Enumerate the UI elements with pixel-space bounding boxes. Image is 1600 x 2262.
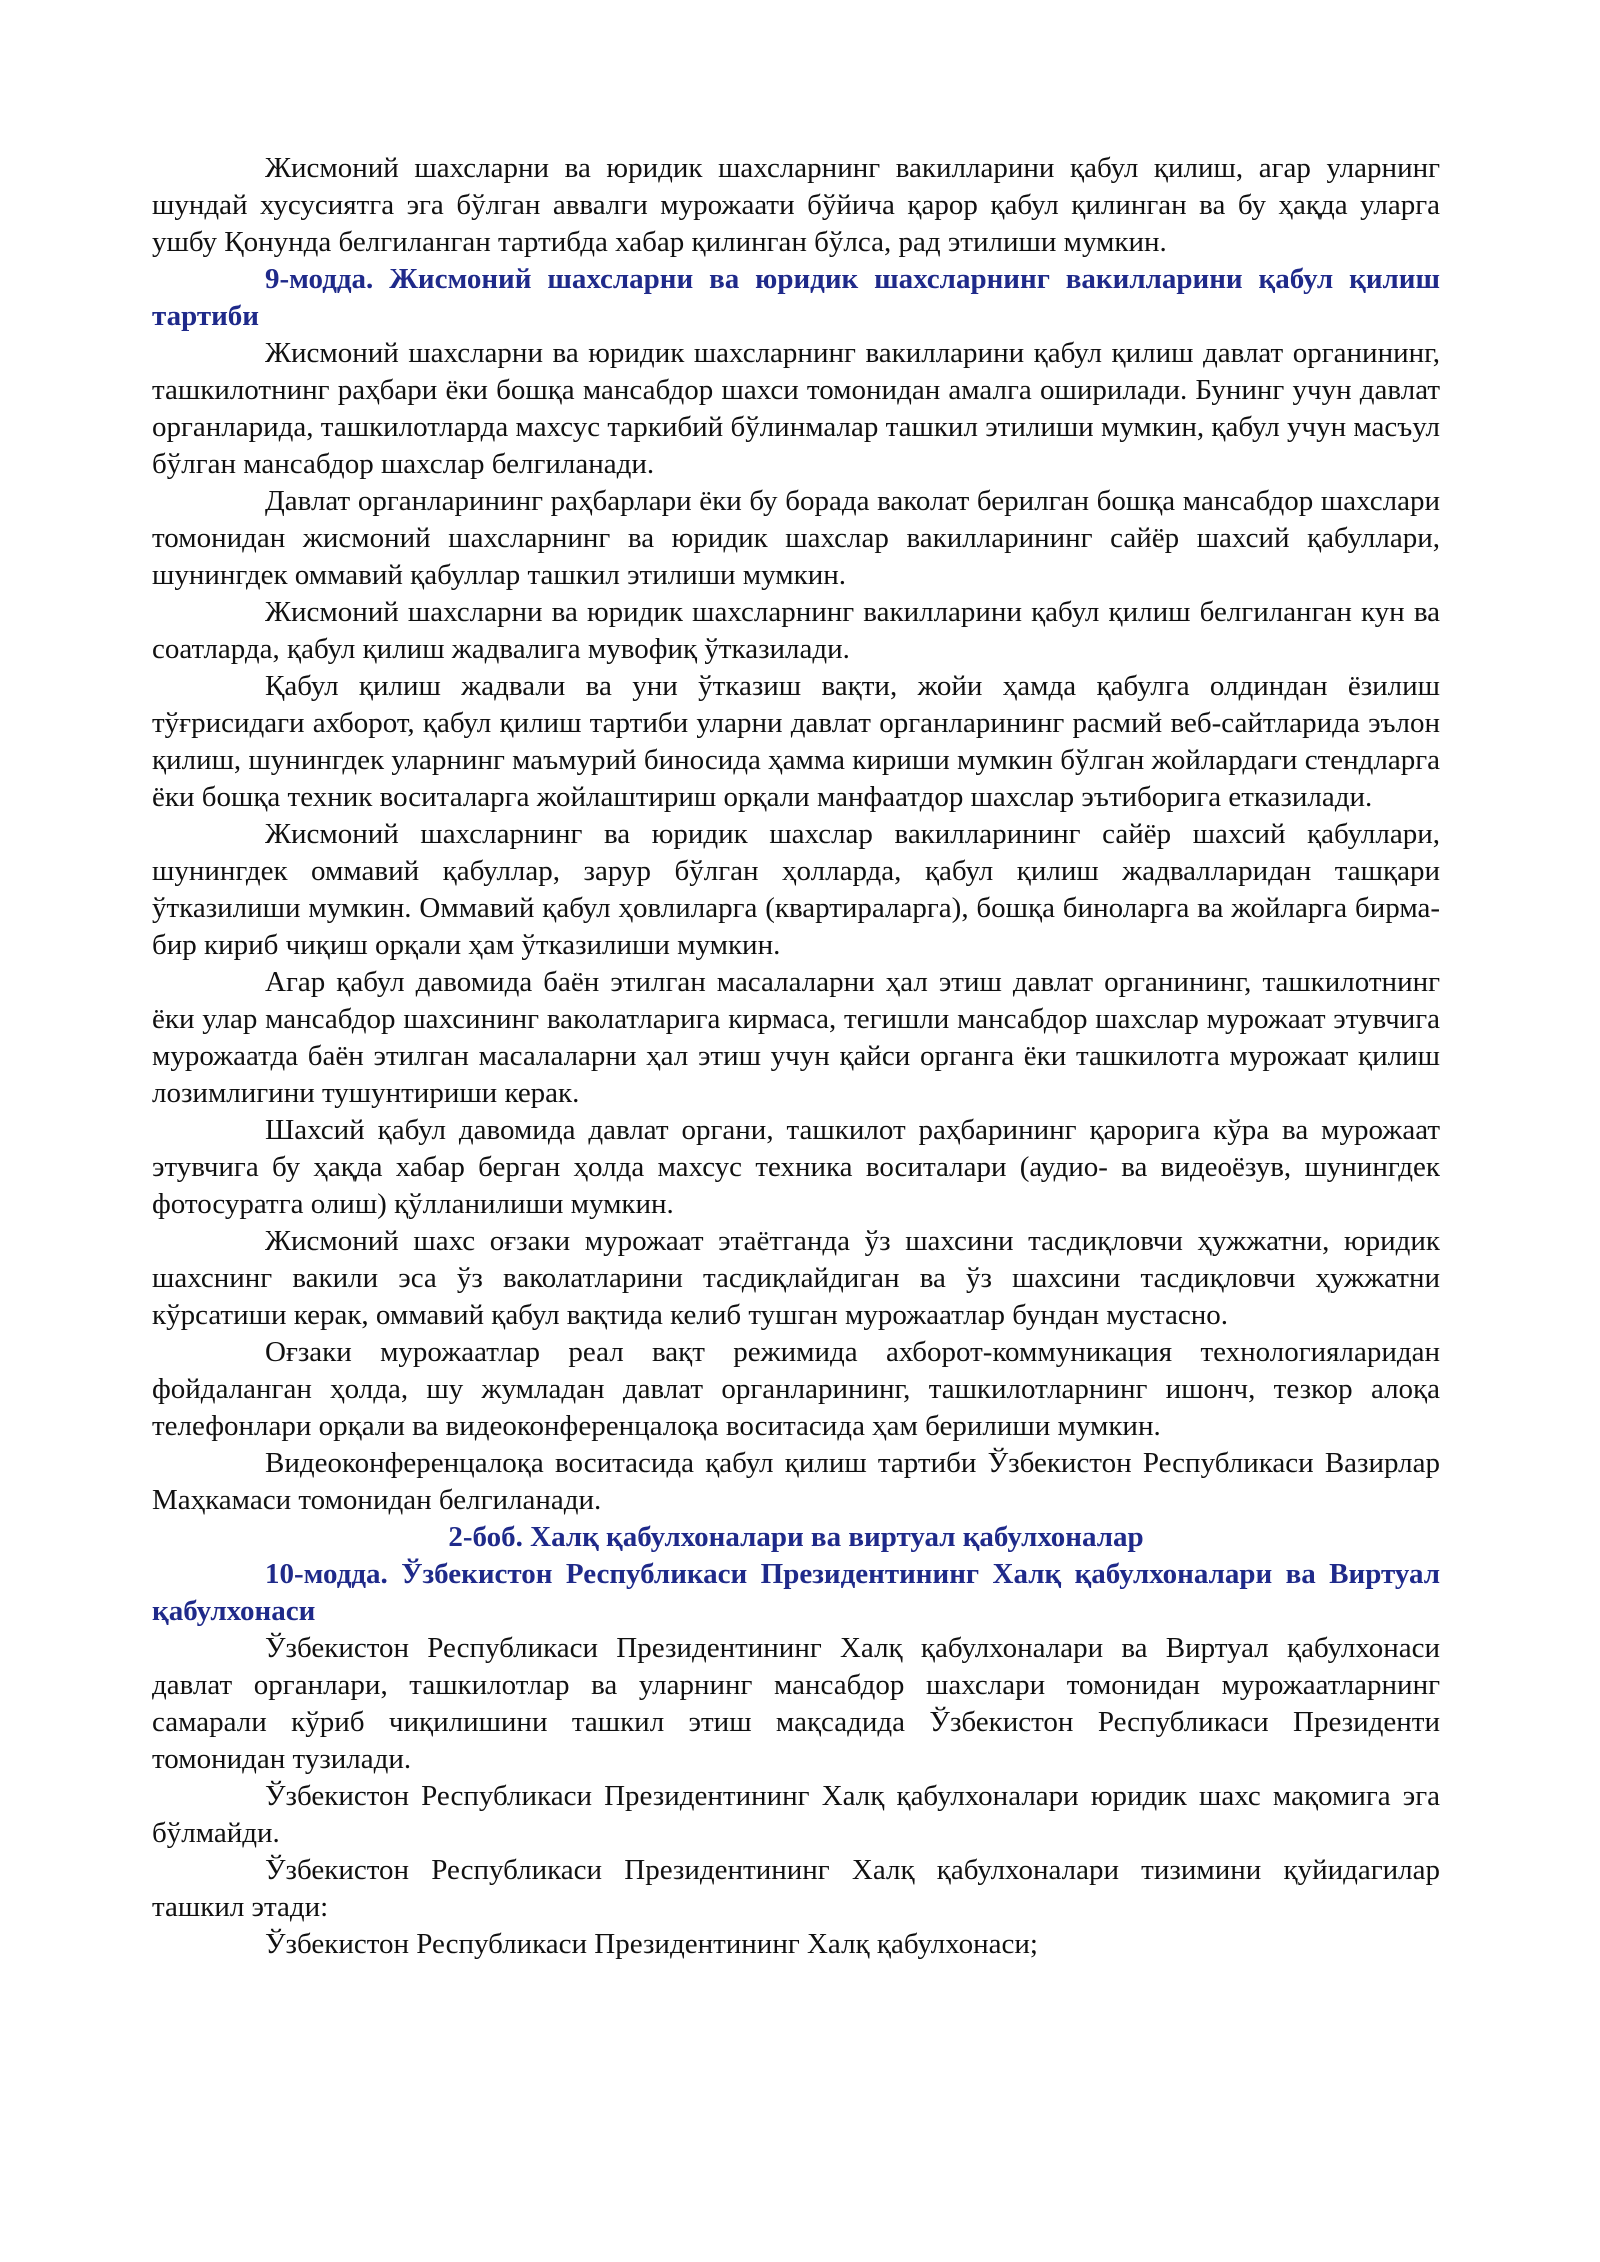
paragraph-reception-schedule: Жисмоний шахсларни ва юридик шахсларнинг вакилларини қабул қилиш белгиланган кун ва соатларда, қабул қилиш жадвалига мувофиқ ўтказилади. (152, 596, 1440, 665)
paragraph-refusal-grounds: Жисмоний шахсларни ва юридик шахсларнинг вакилларини қабул қилиш, агар уларнинг шундай хусусиятга эга бўлган аввалги мурожаати бўйича қарор қабул қилинган ва бу ҳақда уларга ушбу Қонунда белгиланган тартибда хабар қилинган бўлса, рад этилиши мумкин. (152, 152, 1440, 258)
paragraph-schedule-publication: Қабул қилиш жадвали ва уни ўтказиш вақти, жойи ҳамда қабулга олдиндан ёзилиш тўғрисидаги ахборот, қабул қилиш тартиби уларни давлат органларининг расмий веб-сайтларида эълон қилиш, шунингдек уларнинг маъмурий биносида ҳамма кириши мумкин бўлган жойлардаги стендларга ёки бошқа техник воситаларга жойлаштириш орқали манфаатдор шахслар эътиборига етказилади. (152, 670, 1440, 813)
paragraph-not-legal-entity: Ўзбекистон Республикаси Президентининг Халқ қабулхоналари юридик шахс мақомига эга бўлмайди. (152, 1780, 1440, 1849)
paragraph-reception-by-head: Жисмоний шахсларни ва юридик шахсларнинг вакилларини қабул қилиш давлат органининг, ташкилотнинг раҳбари ёки бошқа мансабдор шахси томонидан амалга оширилади. Бунинг учун давлат органларида, ташкилотларда махсус таркибий бўлинмалар ташкил этилиши мумкин, қабул учун масъул бўлган мансабдор шахслар белгиланади. (152, 337, 1440, 480)
article-9-heading: 9-модда. Жисмоний шахсларни ва юридик шахсларнинг вакилларини қабул қилиш тартиби (152, 263, 1440, 332)
paragraph-identity-documents: Жисмоний шахс оғзаки мурожаат этаётганда ўз шахсини тасдиқловчи ҳужжатни, юридик шахснинг вакили эса ўз ваколатларини тасдиқлайдиган ва ўз шахсини тасдиқловчи ҳужжатни кўрсатиши керак, оммавий қабул вақтида келиб тушган мурожаатлар бундан мустасно. (152, 1225, 1440, 1331)
paragraph-real-time-appeals: Оғзаки мурожаатлар реал вақт режимида ахборот-коммуникация технологияларидан фойдаланган ҳолда, шу жумладан давлат органларининг, ташкилотларнинг ишонч, тезкор алоқа телефонлари орқали ва видеоконференцалоқа воситасида ҳам берилиши мумкин. (152, 1336, 1440, 1442)
chapter-2-heading: 2-боб. Халқ қабулхоналари ва виртуал қабулхоналар (448, 1521, 1144, 1553)
article-10-heading: 10-модда. Ўзбекистон Республикаси Президентининг Халқ қабулхоналари ва Виртуал қабулхонаси (152, 1558, 1440, 1627)
paragraph-videoconference-procedure: Видеоконференцалоқа воситасида қабул қилиш тартиби Ўзбекистон Республикаси Вазирлар Маҳкамаси томонидан белгиланади. (152, 1447, 1440, 1516)
paragraph-technical-means: Шахсий қабул давомида давлат органи, ташкилот раҳбарининг қарорига кўра ва мурожаат этувчига бу ҳақда хабар берган ҳолда махсус техника воситалари (аудио- ва видеоёзув, шунингдек фотосуратга олиш) қўлланилиши мумкин. (152, 1114, 1440, 1220)
paragraph-field-receptions: Давлат органларининг раҳбарлари ёки бу борада ваколат берилган бошқа мансабдор шахслари томонидан жисмоний шахсларнинг ва юридик шахслар вакилларининг сайёр шахсий қабуллари, шунингдек оммавий қабуллар ташкил этилиши мумкин. (152, 485, 1440, 591)
paragraph-established-by-president: Ўзбекистон Республикаси Президентининг Халқ қабулхоналари ва Виртуал қабулхонаси давлат органлари, ташкилотлар ва уларнинг мансабдор шахслари томонидан мурожаатларнинг самарали кўриб чиқилишини ташкил этиш мақсадида Ўзбекистон Республикаси Президенти томонидан тузилади. (152, 1632, 1440, 1775)
document-page (152, 150, 1440, 1963)
paragraph-system-composition: Ўзбекистон Республикаси Президентининг Халқ қабулхоналари тизимини қуйидагилар ташкил этади: (152, 1854, 1440, 1923)
paragraph-list-item-reception: Ўзбекистон Республикаси Президентининг Халқ қабулхонаси; (265, 1928, 1038, 1960)
paragraph-outside-schedule: Жисмоний шахсларнинг ва юридик шахслар вакилларининг сайёр шахсий қабуллари, шунингдек оммавий қабуллар, зарур бўлган ҳолларда, қабул қилиш жадвалларидан ташқари ўтказилиши мумкин. Оммавий қабул ҳовлиларга (квартираларга), бошқа биноларга ва жойларга бирма-бир кириб чиқиш орқали ҳам ўтказилиши мумкин. (152, 818, 1440, 961)
paragraph-outside-competence: Агар қабул давомида баён этилган масалаларни ҳал этиш давлат органининг, ташкилотнинг ёки улар мансабдор шахсининг ваколатларига кирмаса, тегишли мансабдор шахслар мурожаат этувчига мурожаатда баён этилган масалаларни ҳал этиш учун қайси органга ёки ташкилотга мурожаат қилиш лозимлигини тушунтириши керак. (152, 966, 1440, 1109)
